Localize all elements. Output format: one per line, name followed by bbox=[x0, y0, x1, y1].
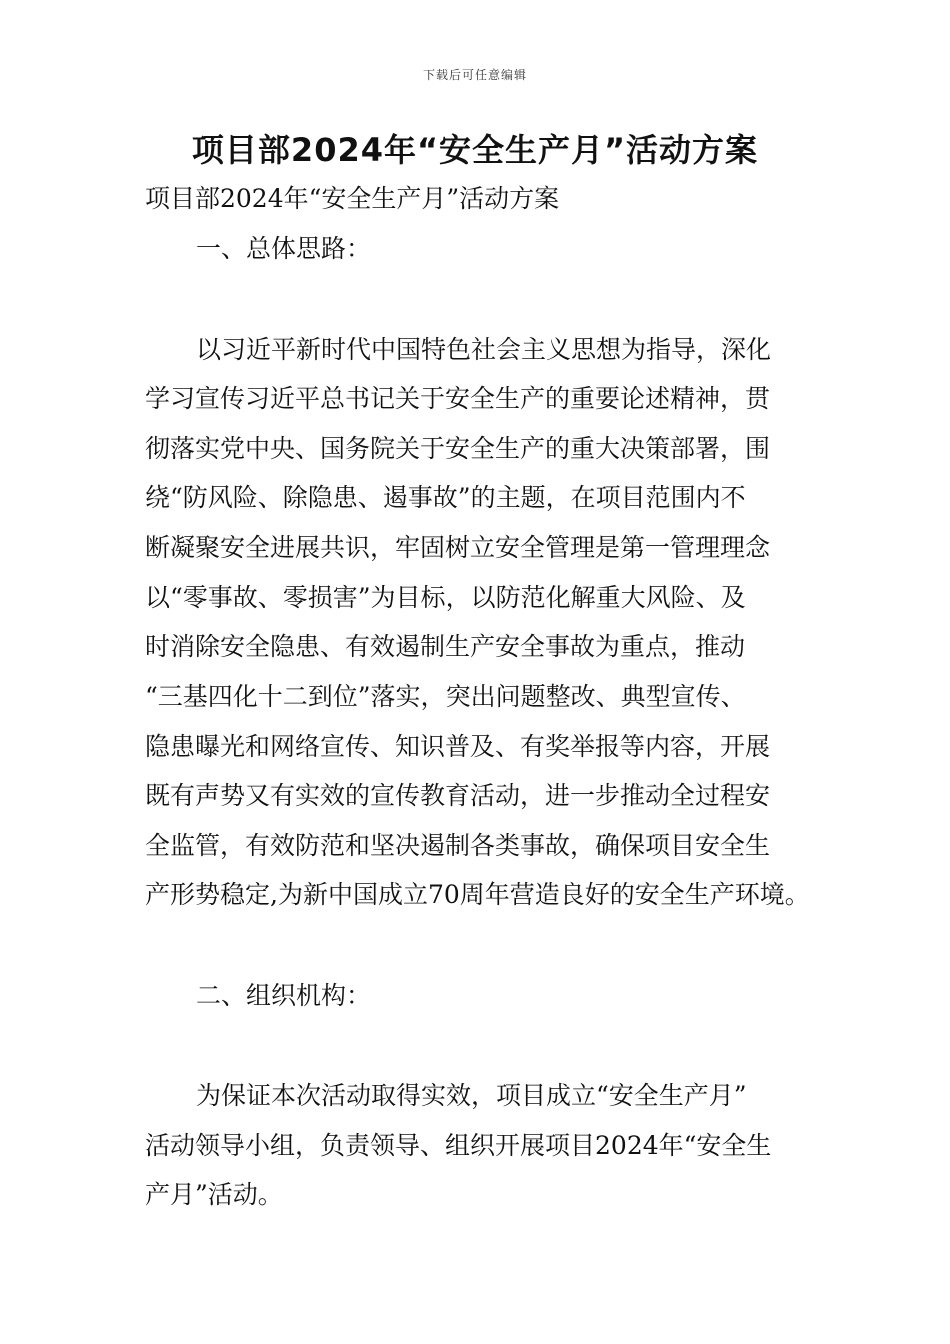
paragraph-line: 学习宣传习近平总书记关于安全生产的重要论述精神，贯 bbox=[145, 384, 771, 413]
document-title: 项目部2024年“安全生产月”活动方案 bbox=[191, 131, 759, 169]
paragraph-line: 活动领导小组，负责领导、组织开展项目2024年“安全生 bbox=[145, 1131, 772, 1160]
paragraph-line: 时消除安全隐患、有效遏制生产安全事故为重点，推动 bbox=[145, 632, 746, 661]
paragraph-line: 隐患曝光和网络宣传、知识普及、有奖举报等内容，开展 bbox=[145, 732, 771, 761]
paragraph-line: 产月”活动。 bbox=[145, 1180, 283, 1209]
paragraph-line: 以习近平新时代中国特色社会主义思想为指导，深化 bbox=[196, 335, 772, 364]
paragraph-line: 彻落实党中央、国务院关于安全生产的重大决策部署，围 bbox=[145, 434, 771, 463]
paragraph-line: 断凝聚安全进展共识，牢固树立安全管理是第一管理理念 bbox=[145, 533, 771, 562]
paragraph-line: 产形势稳定,为新中国成立70周年营造良好的安全生产环境。 bbox=[145, 880, 810, 909]
section-heading-overall-approach: 一、总体思路： bbox=[196, 234, 372, 263]
paragraph-line: 全监管，有效防范和坚决遏制各类事故，确保项目安全生 bbox=[145, 831, 771, 860]
paragraph-line: “三基四化十二到位”落实，突出问题整改、典型宣传、 bbox=[145, 682, 746, 711]
paragraph-line: 绕“防风险、除隐患、遏事故”的主题，在项目范围内不 bbox=[145, 483, 746, 512]
section-heading-organization: 二、组织机构： bbox=[196, 981, 372, 1010]
paragraph-line: 以“零事故、零损害”为目标，以防范化解重大风险、及 bbox=[145, 583, 746, 612]
document-subtitle: 项目部2024年“安全生产月”活动方案 bbox=[145, 184, 560, 213]
paragraph-line: 既有声势又有实效的宣传教育活动，进一步推动全过程安 bbox=[145, 781, 771, 810]
paragraph-line: 为保证本次活动取得实效，项目成立“安全生产月” bbox=[196, 1081, 747, 1110]
download-watermark: 下载后可任意编辑 bbox=[422, 68, 527, 82]
